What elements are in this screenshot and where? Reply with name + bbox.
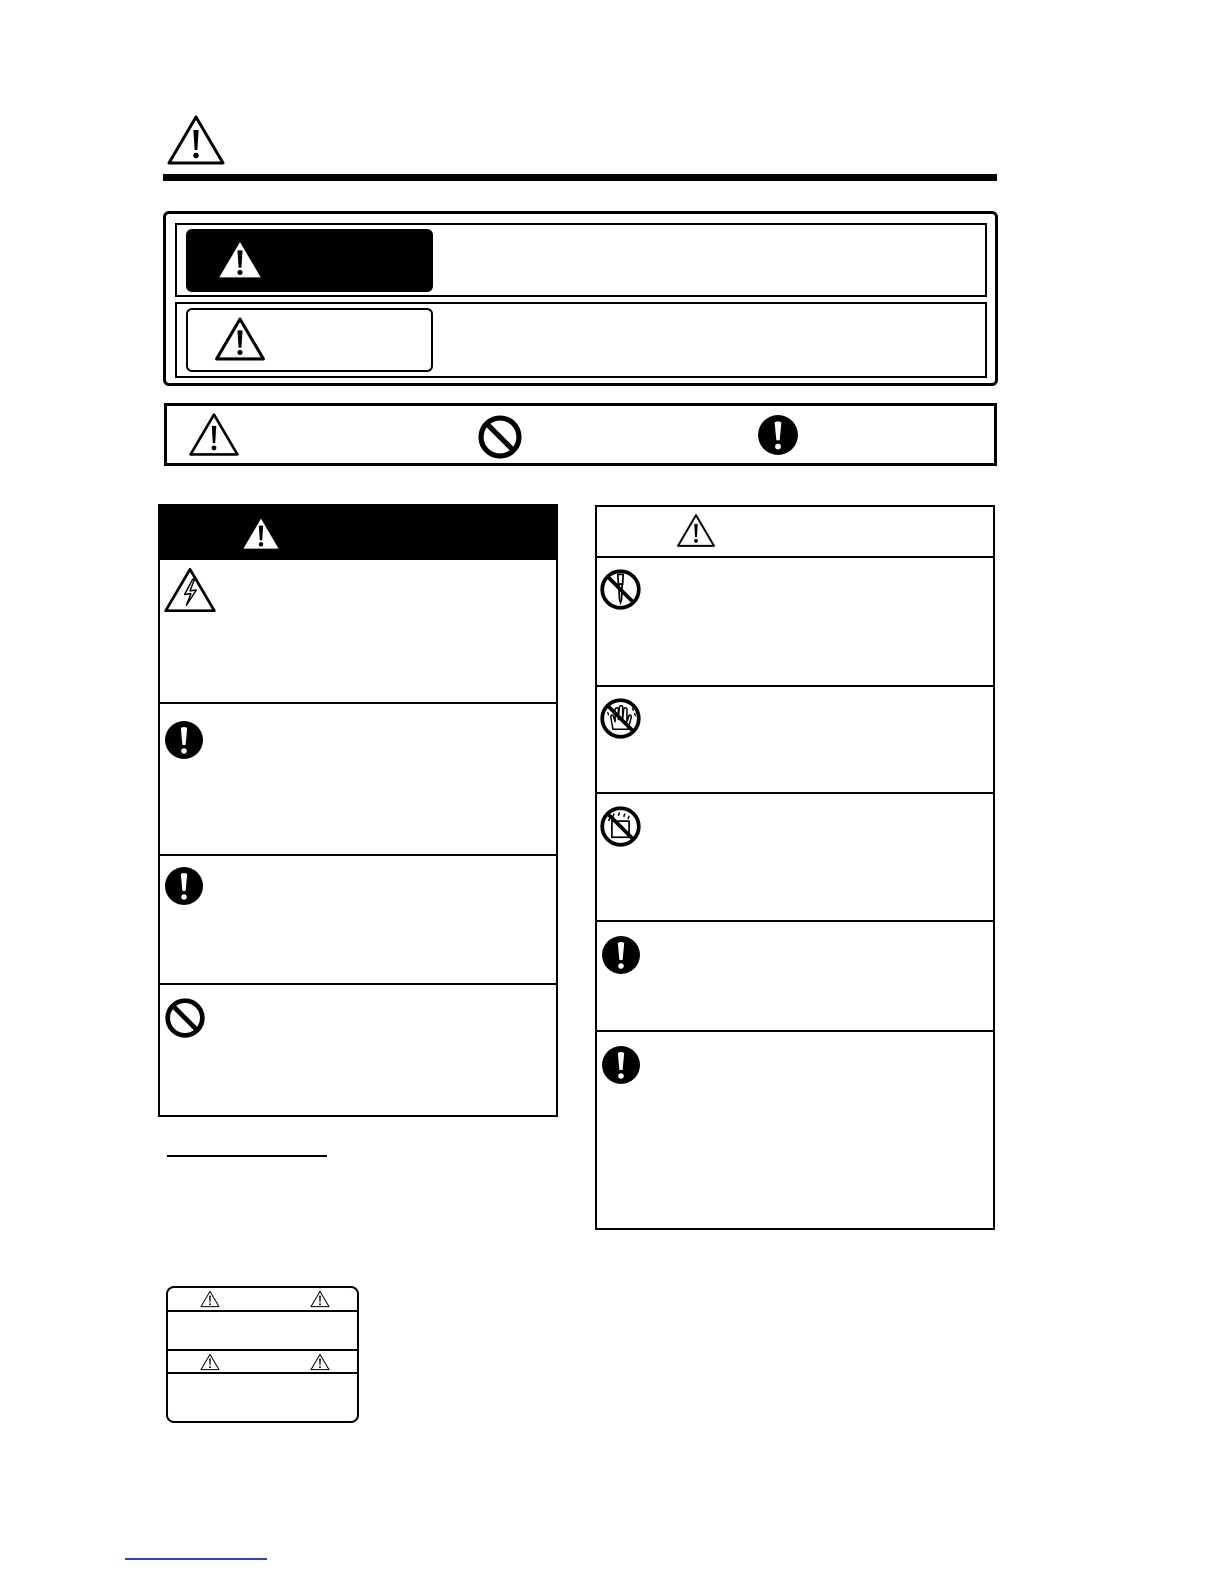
panel-divider bbox=[160, 702, 556, 704]
warning-triangle-icon bbox=[214, 236, 266, 282]
mandatory-action-icon bbox=[757, 414, 799, 456]
caution-triangle-icon bbox=[214, 316, 266, 362]
panel-divider bbox=[160, 854, 556, 856]
caution-triangle-icon bbox=[676, 512, 716, 549]
panel-divider bbox=[597, 556, 993, 558]
no-wet-hands-icon bbox=[599, 697, 642, 740]
panel-divider bbox=[597, 792, 993, 794]
warning-label-illustration bbox=[166, 1286, 359, 1423]
footer-link-underline[interactable] bbox=[125, 1558, 267, 1560]
panel-divider bbox=[597, 685, 993, 687]
warning-triangle-icon bbox=[239, 513, 283, 553]
no-water-icon bbox=[599, 805, 642, 848]
warning-triangle-icon bbox=[310, 1290, 330, 1308]
mandatory-action-icon bbox=[164, 720, 204, 760]
caution-triangle-icon bbox=[188, 411, 240, 458]
panel-divider bbox=[597, 920, 993, 922]
header-rule bbox=[163, 174, 997, 181]
label-divider bbox=[168, 1310, 357, 1312]
warning-panel bbox=[158, 504, 558, 1117]
label-divider bbox=[168, 1349, 357, 1351]
symbol-legend-strip bbox=[164, 403, 997, 466]
page-header-caution-icon bbox=[166, 113, 226, 167]
caution-triangle-icon bbox=[200, 1353, 220, 1371]
electric-shock-icon bbox=[163, 566, 217, 614]
mandatory-action-icon bbox=[164, 866, 204, 906]
panel-divider bbox=[597, 1030, 993, 1032]
subheading-underline bbox=[167, 1155, 327, 1157]
no-disassembly-icon bbox=[599, 568, 642, 611]
label-divider bbox=[168, 1372, 357, 1374]
panel-divider bbox=[160, 983, 556, 985]
prohibition-circle-icon bbox=[477, 414, 523, 460]
warning-triangle-icon bbox=[200, 1290, 220, 1308]
caution-panel bbox=[595, 505, 995, 1230]
mandatory-action-icon bbox=[601, 1045, 641, 1085]
warning-panel-header bbox=[158, 504, 558, 560]
mandatory-action-icon bbox=[601, 935, 641, 975]
prohibition-circle-icon bbox=[164, 997, 206, 1039]
caution-triangle-icon bbox=[310, 1353, 330, 1371]
